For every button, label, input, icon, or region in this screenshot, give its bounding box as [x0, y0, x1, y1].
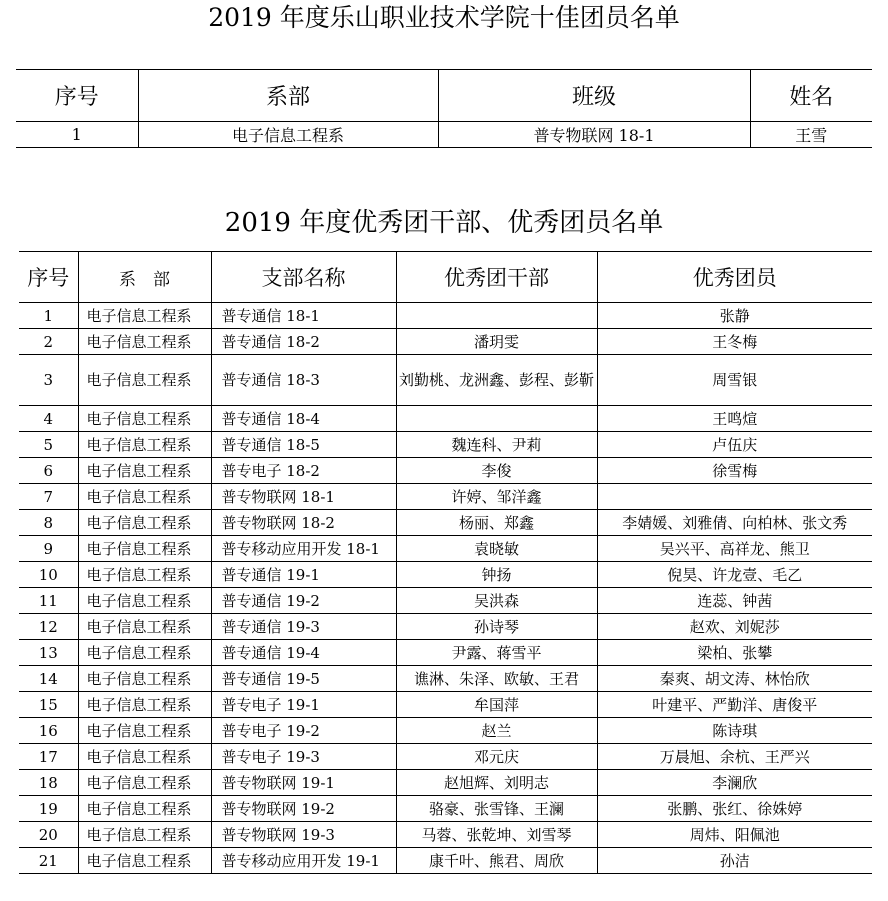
header-seq: 序号: [16, 70, 138, 122]
cell-members: 倪昊、许龙壹、毛乙: [597, 562, 872, 588]
cell-seq: 15: [19, 692, 78, 718]
cell-seq: 13: [19, 640, 78, 666]
cell-class: 普专物联网 18-1: [438, 122, 750, 148]
cell-department: 电子信息工程系: [78, 692, 211, 718]
cell-seq: 21: [19, 848, 78, 874]
table-row: [16, 122, 872, 148]
cell-members: 孙洁: [597, 848, 872, 874]
cell-branch: 普专移动应用开发 18-1: [211, 536, 396, 562]
cell-branch: 普专物联网 19-1: [211, 770, 396, 796]
cell-branch: 普专物联网 18-2: [211, 510, 396, 536]
table-row: [19, 458, 872, 484]
header-seq: 序号: [19, 252, 78, 303]
cell-branch: 普专通信 19-4: [211, 640, 396, 666]
table-row: [19, 692, 872, 718]
cell-members: 王鸣煊: [597, 406, 872, 432]
cell-department: 电子信息工程系: [78, 848, 211, 874]
cell-seq: 8: [19, 510, 78, 536]
cell-members: 李婧媛、刘雅倩、向柏林、张文秀: [597, 510, 872, 536]
cell-members: 周雪银: [597, 355, 872, 406]
cell-seq: 19: [19, 796, 78, 822]
cell-cadres: 谯淋、朱泽、欧敏、王君: [396, 666, 597, 692]
cell-branch: 普专通信 18-1: [211, 303, 396, 329]
cell-department: 电子信息工程系: [78, 718, 211, 744]
header-cadres: 优秀团干部: [396, 252, 597, 303]
cell-cadres: 牟国萍: [396, 692, 597, 718]
cell-cadres: 吴洪森: [396, 588, 597, 614]
table-header-row: [19, 252, 872, 303]
table-row: [19, 432, 872, 458]
table-row: [19, 536, 872, 562]
cell-department: 电子信息工程系: [78, 770, 211, 796]
table-row: [19, 562, 872, 588]
cell-cadres: 潘玥雯: [396, 329, 597, 355]
cell-department: 电子信息工程系: [78, 822, 211, 848]
cell-seq: 7: [19, 484, 78, 510]
cell-seq: 17: [19, 744, 78, 770]
cell-cadres: 许婷、邹洋鑫: [396, 484, 597, 510]
cell-branch: 普专通信 18-5: [211, 432, 396, 458]
excellent-table: [19, 251, 872, 874]
cell-department: 电子信息工程系: [78, 536, 211, 562]
cell-department: 电子信息工程系: [78, 510, 211, 536]
cell-seq: 12: [19, 614, 78, 640]
cell-members: 王冬梅: [597, 329, 872, 355]
cell-department: 电子信息工程系: [78, 406, 211, 432]
cell-members: 徐雪梅: [597, 458, 872, 484]
cell-department: 电子信息工程系: [78, 588, 211, 614]
table-row: [19, 484, 872, 510]
cell-members: 陈诗琪: [597, 718, 872, 744]
cell-seq: 18: [19, 770, 78, 796]
table-row: [19, 640, 872, 666]
cell-branch: 普专电子 19-1: [211, 692, 396, 718]
table-row: [19, 718, 872, 744]
cell-members: 叶建平、严勤洋、唐俊平: [597, 692, 872, 718]
cell-branch: 普专通信 18-3: [211, 355, 396, 406]
cell-cadres: 魏连科、尹莉: [396, 432, 597, 458]
cell-seq: 2: [19, 329, 78, 355]
cell-name: 王雪: [750, 122, 872, 148]
cell-members: 连蕊、钟茜: [597, 588, 872, 614]
cell-branch: 普专通信 19-5: [211, 666, 396, 692]
cell-cadres: 康千叶、熊君、周欣: [396, 848, 597, 874]
cell-seq: 16: [19, 718, 78, 744]
cell-branch: 普专物联网 18-1: [211, 484, 396, 510]
table-row: [19, 588, 872, 614]
cell-department: 电子信息工程系: [78, 796, 211, 822]
header-class: 班级: [438, 70, 750, 122]
header-department: 系 部: [78, 252, 211, 303]
table-row: [19, 614, 872, 640]
cell-department: 电子信息工程系: [78, 432, 211, 458]
cell-department: 电子信息工程系: [78, 303, 211, 329]
top-ten-table: [16, 69, 872, 148]
cell-branch: 普专电子 19-3: [211, 744, 396, 770]
cell-department: 电子信息工程系: [78, 355, 211, 406]
cell-members: 赵欢、刘妮莎: [597, 614, 872, 640]
cell-branch: 普专通信 18-4: [211, 406, 396, 432]
cell-department: 电子信息工程系: [78, 744, 211, 770]
cell-seq: 20: [19, 822, 78, 848]
cell-members: 万晨旭、余杭、王严兴: [597, 744, 872, 770]
cell-members: [597, 484, 872, 510]
table-row: [19, 510, 872, 536]
cell-seq: 1: [19, 303, 78, 329]
cell-department: 电子信息工程系: [138, 122, 438, 148]
cell-seq: 14: [19, 666, 78, 692]
table-row: [19, 744, 872, 770]
cell-seq: 3: [19, 355, 78, 406]
table-header-row: [16, 70, 872, 122]
cell-cadres: 赵旭辉、刘明志: [396, 770, 597, 796]
cell-cadres: 钟扬: [396, 562, 597, 588]
excellent-list-title: 2019 年度优秀团干部、优秀团员名单: [224, 208, 664, 238]
header-name: 姓名: [750, 70, 872, 122]
table-row: [19, 303, 872, 329]
cell-department: 电子信息工程系: [78, 562, 211, 588]
cell-cadres: 杨丽、郑鑫: [396, 510, 597, 536]
cell-department: 电子信息工程系: [78, 329, 211, 355]
cell-department: 电子信息工程系: [78, 666, 211, 692]
header-members: 优秀团员: [597, 252, 872, 303]
table-row: [19, 406, 872, 432]
cell-cadres: [396, 303, 597, 329]
table-row: [19, 770, 872, 796]
cell-department: 电子信息工程系: [78, 458, 211, 484]
table-row: [19, 796, 872, 822]
table-row: [19, 329, 872, 355]
cell-branch: 普专通信 19-3: [211, 614, 396, 640]
cell-seq: 11: [19, 588, 78, 614]
header-branch: 支部名称: [211, 252, 396, 303]
cell-branch: 普专电子 19-2: [211, 718, 396, 744]
cell-cadres: 刘勤桃、龙洲鑫、彭程、彭靳: [396, 355, 597, 406]
cell-branch: 普专通信 19-1: [211, 562, 396, 588]
cell-seq: 5: [19, 432, 78, 458]
cell-cadres: 尹露、蒋雪平: [396, 640, 597, 666]
cell-department: 电子信息工程系: [78, 484, 211, 510]
cell-branch: 普专物联网 19-3: [211, 822, 396, 848]
cell-members: 梁柏、张攀: [597, 640, 872, 666]
cell-cadres: 骆豪、张雪锋、王澜: [396, 796, 597, 822]
cell-members: 卢伍庆: [597, 432, 872, 458]
cell-members: 张鹏、张红、徐姝婷: [597, 796, 872, 822]
table-row: [19, 822, 872, 848]
table-row: [19, 355, 872, 406]
cell-cadres: [396, 406, 597, 432]
cell-seq: 10: [19, 562, 78, 588]
cell-cadres: 袁晓敏: [396, 536, 597, 562]
top-ten-title: 2019 年度乐山职业技术学院十佳团员名单: [208, 3, 680, 32]
cell-department: 电子信息工程系: [78, 614, 211, 640]
cell-seq: 6: [19, 458, 78, 484]
header-department: 系部: [138, 70, 438, 122]
cell-members: 李澜欣: [597, 770, 872, 796]
cell-cadres: 李俊: [396, 458, 597, 484]
cell-seq: 4: [19, 406, 78, 432]
cell-department: 电子信息工程系: [78, 640, 211, 666]
table-row: [19, 848, 872, 874]
cell-branch: 普专通信 19-2: [211, 588, 396, 614]
cell-members: 吴兴平、高祥龙、熊卫: [597, 536, 872, 562]
cell-branch: 普专通信 18-2: [211, 329, 396, 355]
cell-cadres: 邓元庆: [396, 744, 597, 770]
cell-members: 张静: [597, 303, 872, 329]
cell-cadres: 赵兰: [396, 718, 597, 744]
cell-members: 周炜、阳佩池: [597, 822, 872, 848]
cell-branch: 普专物联网 19-2: [211, 796, 396, 822]
cell-members: 秦爽、胡文涛、林怡欣: [597, 666, 872, 692]
cell-branch: 普专移动应用开发 19-1: [211, 848, 396, 874]
cell-seq: 9: [19, 536, 78, 562]
cell-cadres: 孙诗琴: [396, 614, 597, 640]
cell-seq: 1: [16, 122, 138, 148]
cell-cadres: 马蓉、张乾坤、刘雪琴: [396, 822, 597, 848]
table-row: [19, 666, 872, 692]
cell-branch: 普专电子 18-2: [211, 458, 396, 484]
